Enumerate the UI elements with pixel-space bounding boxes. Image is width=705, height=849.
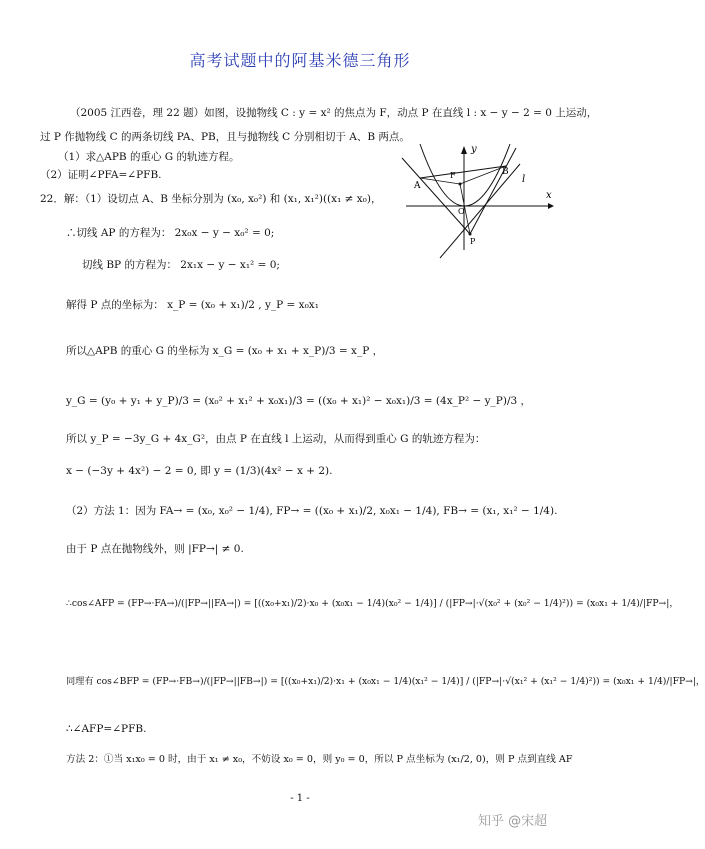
problem-line-1: （2005 江西卷，理 22 题）如图，设抛物线 C : y = x² 的焦点为 F，动点 P 在直线 l : x − y − 2 = 0 上运动，	[70, 107, 598, 119]
watermark: 知乎 @宋超	[478, 814, 548, 829]
solution-line-3: 切线 BP 的方程为： 2x₁x − y − x₁² = 0;	[82, 259, 280, 271]
parabola-figure	[398, 140, 568, 260]
label-a: A	[414, 181, 421, 191]
point-p	[469, 233, 472, 236]
tangent-pb	[470, 148, 516, 234]
solution-line-11: ∴cos∠AFP = (FP→·FA→)/(|FP→||FA→|) = [((x₀+x₁)/2)·x₀ + (x₀x₁ − 1/4)(x₀² − 1/4)] / (|FP→|·√(x₀² + (x₀² − 1/4)²)) = (x₀x₁ + 1/4)/|FP→|，	[66, 598, 679, 609]
label-o: O	[458, 207, 465, 216]
solution-line-8: x − (−3y + 4x²) − 2 = 0, 即 y = (1/3)(4x² − x + 2).	[66, 465, 333, 477]
label-y: y	[471, 144, 477, 155]
solution-line-9: （2）方法 1：因为 FA→ = (x₀, x₀² − 1/4), FP→ = ((x₀ + x₁)/2, x₀x₁ − 1/4), FB→ = (x₁, x₁² − 1/4).	[66, 505, 558, 517]
problem-question-2: （2）证明∠PFA=∠PFB.	[40, 169, 162, 181]
page-number: - 1 -	[290, 793, 310, 804]
segment-fb	[460, 166, 506, 184]
label-b: B	[502, 167, 509, 177]
chord-ab	[420, 166, 506, 178]
problem-question-1: （1）求△APB 的重心 G 的轨迹方程。	[58, 151, 240, 163]
label-l: l	[522, 174, 526, 185]
solution-line-14: 方法 2：①当 x₁x₀ = 0 时，由于 x₁ ≠ x₀，不妨设 x₀ = 0，则 y₀ = 0，所以 P 点坐标为 (x₁/2, 0)，则 P 点到直线 AF	[66, 754, 573, 765]
solution-line-12: 同理有 cos∠BFP = (FP→·FB→)/(|FP→||FB→|) = [((x₀+x₁)/2)·x₁ + (x₀x₁ − 1/4)(x₁² − 1/4)] / (|FP→|·√(x₁² + (x₁² − 1/4)²)) = (x₀x₁ + 1/4)/|FP→|，	[66, 676, 705, 687]
solution-line-1: 22．解：（1）设切点 A、B 坐标分别为 (x₀, x₀²) 和 (x₁, x₁²)((x₁ ≠ x₀)，	[40, 193, 382, 205]
label-p: P	[470, 237, 476, 246]
solution-line-6: y_G = (y₀ + y₁ + y_P)/3 = (x₀² + x₁² + x₀x₁)/3 = ((x₀ + x₁)² − x₀x₁)/3 = (4x_P² − y_P)/3 ，	[66, 395, 532, 407]
solution-line-5: 所以△APB 的重心 G 的坐标为 x_G = (x₀ + x₁ + x_P)/3 = x_P ，	[66, 345, 384, 357]
x-axis-arrow	[548, 203, 554, 209]
tangent-pa	[402, 158, 470, 234]
solution-line-2: ∴切线 AP 的方程为： 2x₀x − y − x₀² = 0;	[66, 227, 275, 239]
label-f: F	[450, 171, 456, 180]
problem-line-2: 过 P 作抛物线 C 的两条切线 PA、PB，且与抛物线 C 分别相切于 A、B 两点。	[40, 131, 410, 143]
point-f	[459, 183, 462, 186]
y-axis-arrow	[461, 146, 467, 154]
label-x: x	[546, 190, 552, 201]
solution-line-10: 由于 P 点在抛物线外，则 |FP→| ≠ 0.	[66, 543, 244, 555]
solution-line-7: 所以 y_P = −3y_G + 4x_G²，由点 P 在直线 l 上运动，从而得到重心 G 的轨迹方程为：	[66, 433, 486, 445]
page-title: 高考试题中的阿基米德三角形	[189, 51, 411, 70]
solution-line-13: ∴∠AFP=∠PFB.	[66, 723, 147, 735]
solution-line-4: 解得 P 点的坐标为： x_P = (x₀ + x₁)/2 , y_P = x₀x₁	[66, 299, 319, 311]
